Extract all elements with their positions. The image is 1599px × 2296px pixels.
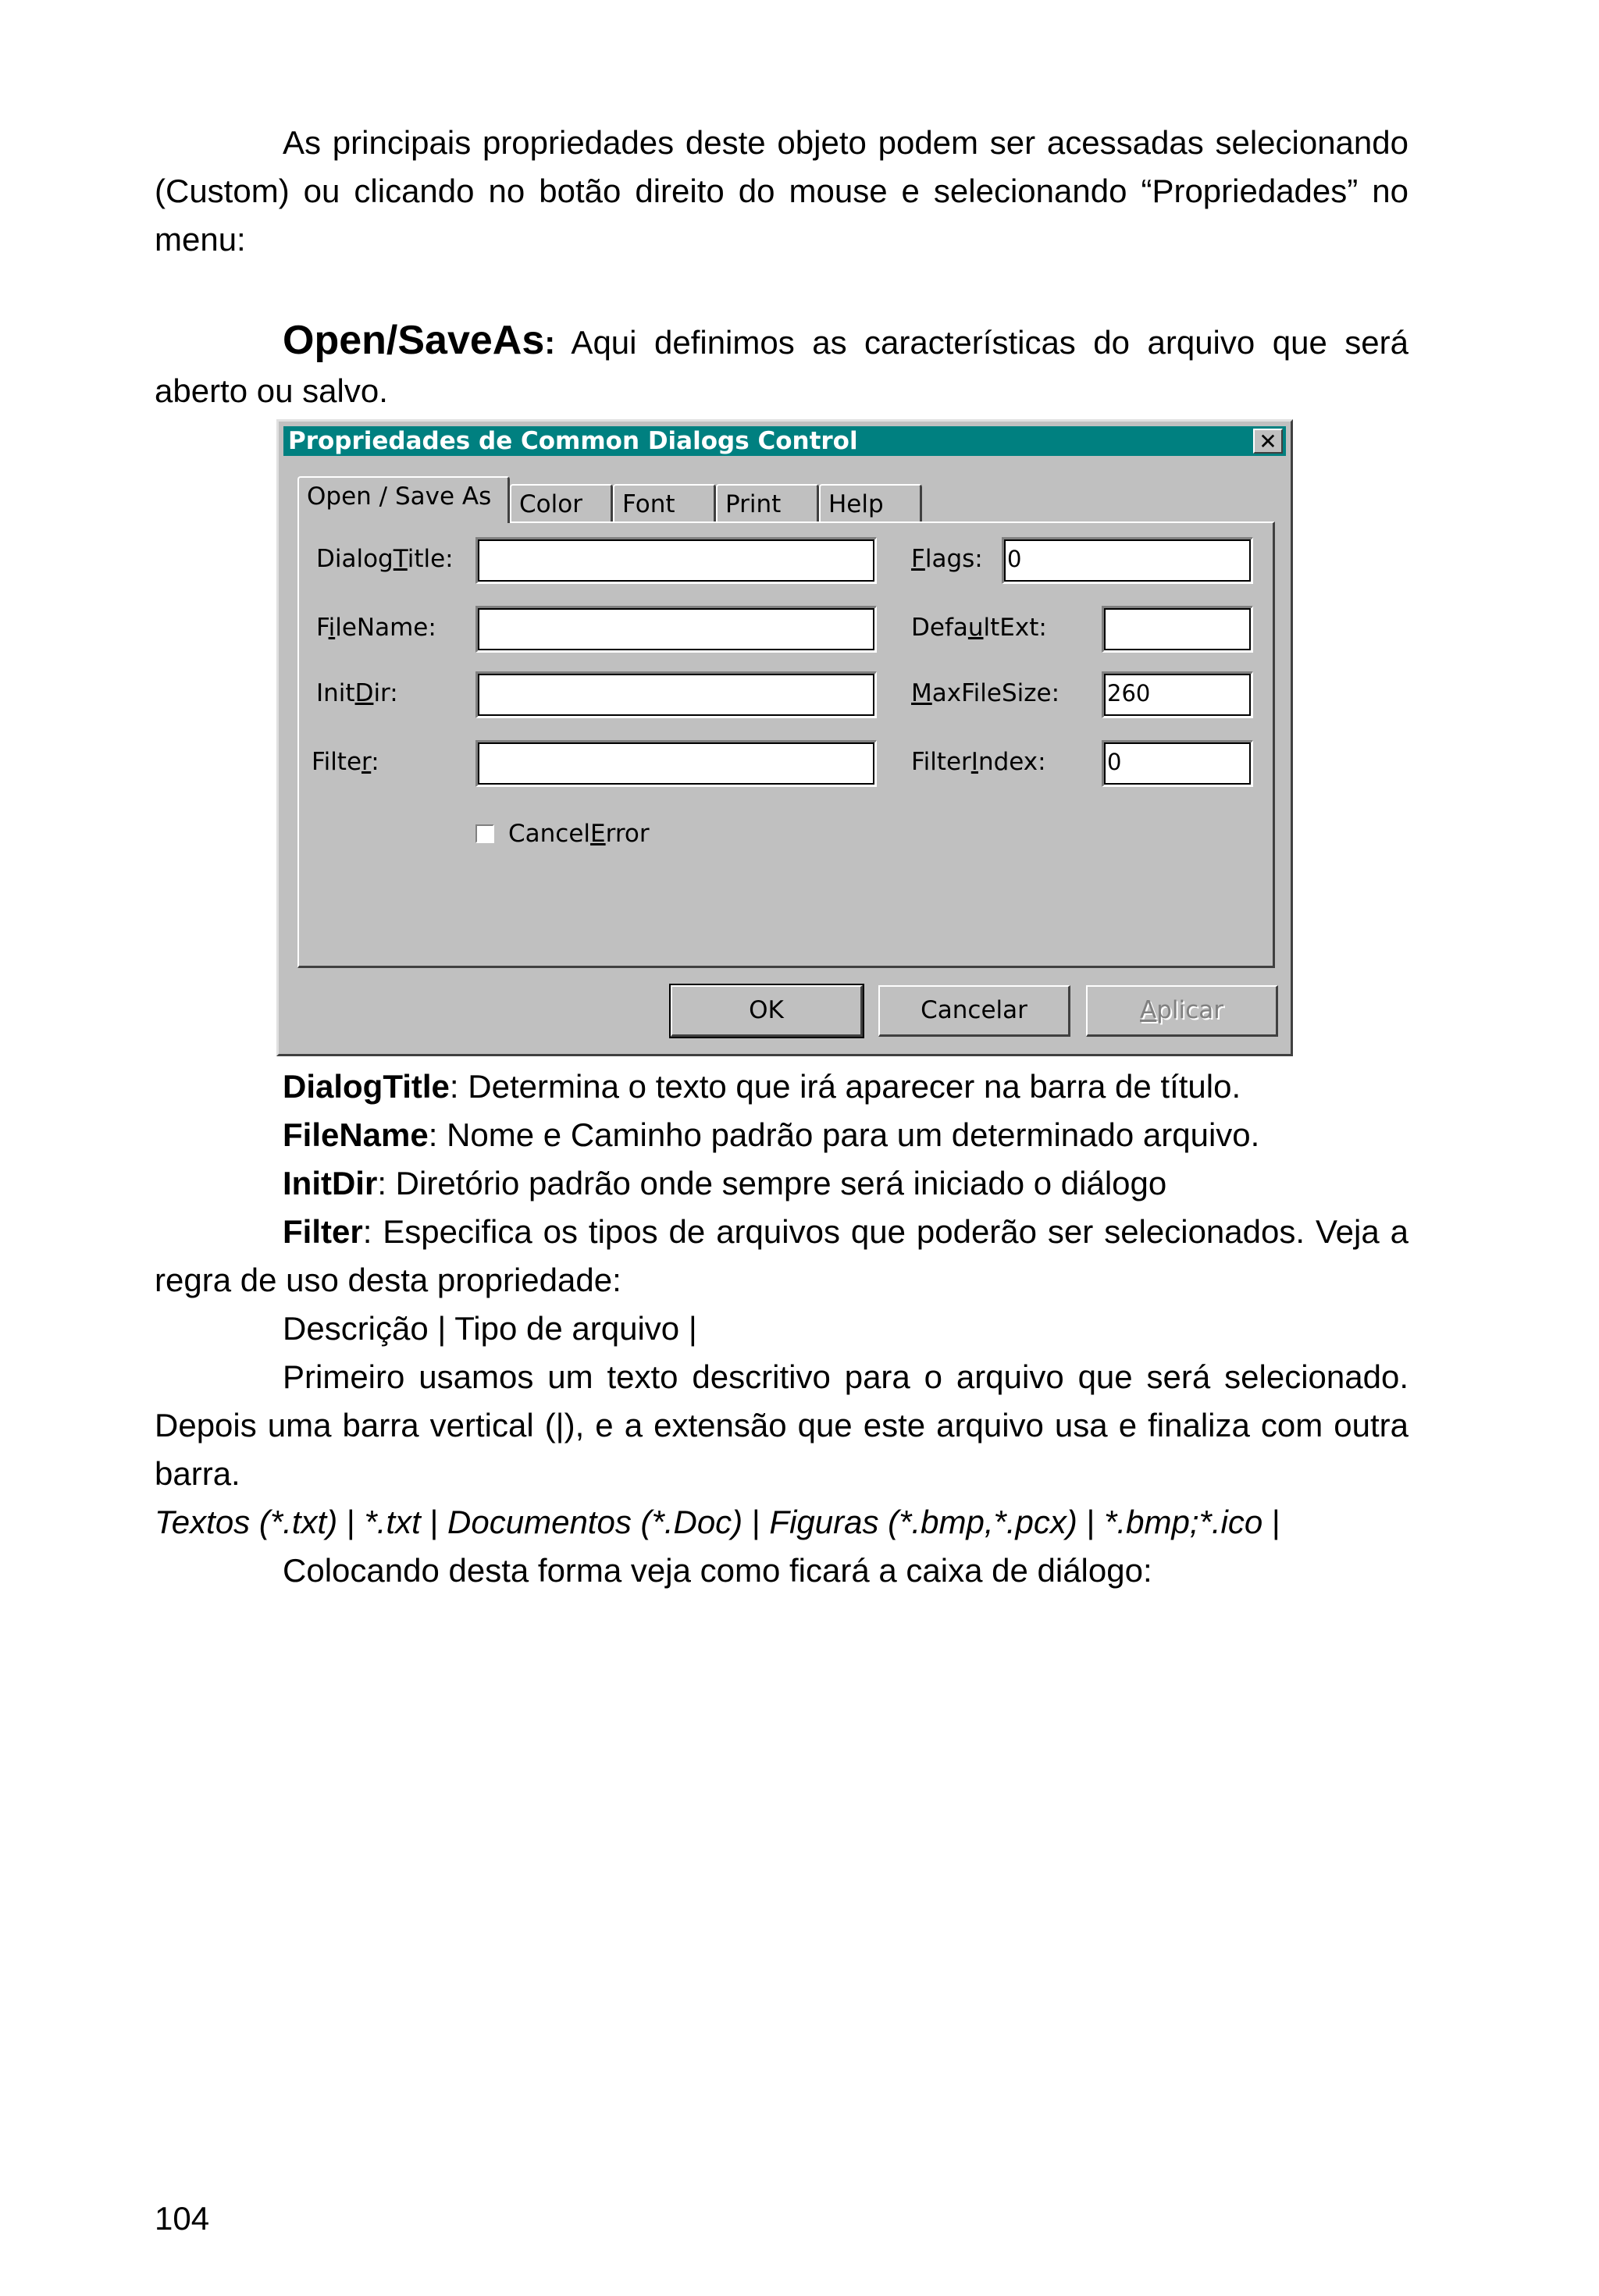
section-text: Aqui definimos as características do arquivo que será aberto ou salvo.: [155, 324, 1408, 409]
definition-dialog-title: [155, 1063, 1408, 1111]
max-file-size-label: MaxFileSize:: [911, 679, 1060, 707]
cancel-button-label: Cancelar: [921, 996, 1027, 1024]
section-block: [155, 316, 1408, 415]
definition-filter: [155, 1208, 1408, 1305]
file-name-input[interactable]: [475, 606, 877, 653]
ok-button[interactable]: [671, 985, 863, 1037]
tab-panel: [297, 521, 1275, 968]
page-number: 104: [155, 2200, 210, 2237]
explanation-paragraph: Primeiro usamos um texto descritivo para o arquivo que será selecionado. Depois uma barra vertical (|), e a extensão que este arquivo usa e finaliza com outra barra.: [155, 1358, 1408, 1492]
init-dir-input[interactable]: [475, 671, 877, 718]
term: DialogTitle: [283, 1068, 450, 1105]
term: Filter: [283, 1213, 363, 1250]
section-heading-colon: :: [544, 324, 556, 361]
example-line: Textos (*.txt) | *.txt | Documentos (*.Doc) | Figuras (*.bmp,*.pcx) | *.bmp;*.ico |: [155, 1504, 1280, 1540]
filter-index-input[interactable]: 0: [1102, 740, 1253, 787]
tab-print[interactable]: [716, 484, 819, 523]
intro-block: [155, 119, 1408, 264]
section-heading: Open/SaveAs: [283, 318, 545, 363]
cancel-button[interactable]: [878, 985, 1070, 1037]
close-icon: ✕: [1259, 429, 1277, 454]
cancel-error-checkbox[interactable]: [475, 824, 494, 843]
flags-input[interactable]: 0: [1002, 537, 1253, 584]
dialog-title-label: DialogTitle:: [316, 545, 454, 573]
close-button[interactable]: [1253, 429, 1283, 454]
filter-label: Filter:: [312, 748, 379, 776]
tab-label: Help: [828, 490, 884, 518]
rule-line: Descrição | Tipo de arquivo |: [283, 1310, 697, 1347]
definition-init-dir: [155, 1159, 1408, 1208]
filter-index-label: FilterIndex:: [911, 748, 1046, 776]
default-ext-input[interactable]: [1102, 606, 1253, 653]
dialog-title-input[interactable]: [475, 537, 877, 584]
apply-button-mnemonic: A: [1140, 996, 1157, 1024]
flags-label: Flags:: [911, 545, 983, 573]
dialog-titlebar[interactable]: [283, 426, 1286, 456]
tab-color[interactable]: [510, 484, 613, 523]
definition-file-name: [155, 1111, 1408, 1159]
cancel-error-label[interactable]: CancelError: [508, 820, 650, 848]
term: InitDir: [283, 1165, 378, 1201]
definition-text: : Determina o texto que irá aparecer na barra de título.: [449, 1068, 1241, 1105]
definition-text: : Diretório padrão onde sempre será iniciado o diálogo: [377, 1165, 1167, 1201]
closing-line: Colocando desta forma veja como ficará a caixa de diálogo:: [283, 1552, 1152, 1589]
default-ext-label: DefaultExt:: [911, 614, 1047, 642]
tab-label: Open / Save As: [307, 482, 492, 511]
properties-dialog: [276, 419, 1293, 1056]
file-name-label: FileName:: [316, 614, 436, 642]
tab-open-save-as[interactable]: [297, 476, 510, 523]
definition-text: : Nome e Caminho padrão para um determinado arquivo.: [428, 1116, 1260, 1153]
definition-text: : Especifica os tipos de arquivos que poderão ser selecionados. Veja a regra de uso desta propriedade:: [155, 1213, 1408, 1298]
tab-help[interactable]: [819, 484, 922, 523]
apply-button-label: plicar: [1156, 996, 1223, 1024]
tab-font[interactable]: [613, 484, 716, 523]
tab-label: Color: [519, 490, 582, 518]
apply-button: [1086, 985, 1278, 1037]
dialog-title: Propriedades de Common Dialogs Control: [288, 427, 858, 455]
term: FileName: [283, 1116, 429, 1153]
ok-button-label: OK: [749, 996, 784, 1024]
filter-input[interactable]: [475, 740, 877, 787]
init-dir-label: InitDir:: [316, 679, 398, 707]
intro-paragraph: As principais propriedades deste objeto podem ser acessadas selecionando (Custom) ou clicando no botão direito do mouse e selecionando “Propriedades” no menu:: [155, 124, 1408, 258]
section-paragraph: [155, 316, 1408, 415]
max-file-size-input[interactable]: 260: [1102, 671, 1253, 718]
tab-label: Print: [725, 490, 782, 518]
definitions-block: [155, 1063, 1408, 1595]
tab-label: Font: [622, 490, 675, 518]
